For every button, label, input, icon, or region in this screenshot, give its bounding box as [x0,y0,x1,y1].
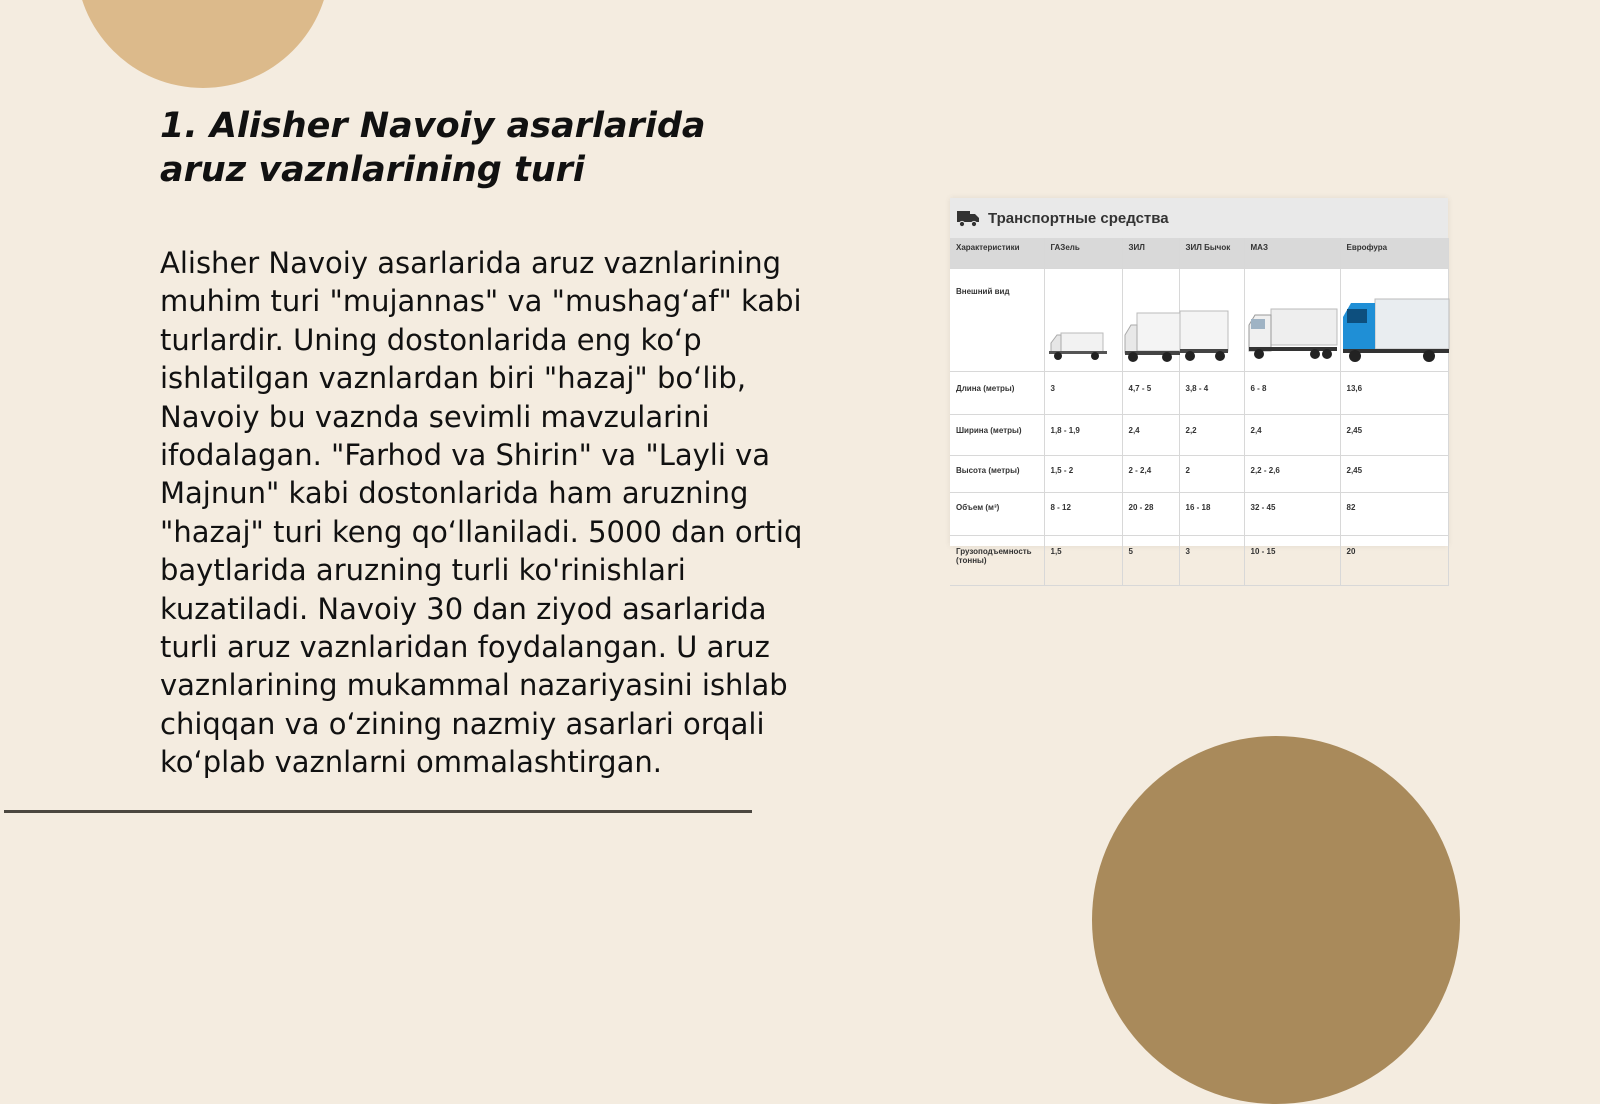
table-cell-photo [1179,269,1244,372]
transport-table-header [950,198,1448,238]
table-cell-label: Длина (метры) [950,372,1044,415]
table-cell-photo [1244,269,1340,372]
table-header-cell: ЗИЛ [1122,238,1179,269]
table-row [950,269,1448,372]
table-cell: 2 [1179,456,1244,493]
table-cell-label: Объем (м³) [950,493,1044,536]
table-header-cell: МАЗ [1244,238,1340,269]
transport-table [950,238,1449,586]
semi-truck-image [1245,301,1341,365]
truck-image [1180,301,1245,365]
van-small-image [1045,305,1123,365]
table-cell: 5 [1122,536,1179,586]
truck-icon [956,208,980,228]
transport-table-title: Транспортные средства [988,209,1169,227]
table-cell: 2,2 - 2,6 [1244,456,1340,493]
table-cell: 4,7 - 5 [1122,372,1179,415]
decor-circle-bottom [1092,736,1460,1104]
table-cell: 20 [1340,536,1448,586]
table-cell: 3,8 - 4 [1179,372,1244,415]
table-row [950,456,1448,493]
table-cell: 3 [1044,372,1122,415]
table-cell: 82 [1340,493,1448,536]
table-header-cell: Еврофура [1340,238,1448,269]
table-cell-label: Ширина (метры) [950,415,1044,456]
table-cell: 2 - 2,4 [1122,456,1179,493]
table-cell: 2,4 [1122,415,1179,456]
table-header-cell: ГАЗель [1044,238,1122,269]
table-cell: 1,8 - 1,9 [1044,415,1122,456]
table-row [950,493,1448,536]
table-cell: 8 - 12 [1044,493,1122,536]
table-cell-label: Внешний вид [950,269,1044,372]
divider-line [4,810,752,813]
table-cell: 32 - 45 [1244,493,1340,536]
table-cell: 3 [1179,536,1244,586]
table-cell-label: Высота (метры) [950,456,1044,493]
table-cell: 2,45 [1340,415,1448,456]
table-row [950,536,1448,586]
table-cell: 2,45 [1340,456,1448,493]
table-cell: 10 - 15 [1244,536,1340,586]
decor-circle-top [76,0,330,88]
table-cell: 6 - 8 [1244,372,1340,415]
slide-body-text: Alisher Navoiy asarlarida aruz vaznlarining muhim turi "mujannas" va "mushag‘af" kabi turlardir. Uning dostonlarida eng ko‘p ishlatilgan vaznlardan biri "hazaj" bo‘lib, Navoiy bu vaznda sevimli mavzularini ifodalagan. "Farhod va Shirin" va "Layli va Majnun" kabi dostonlarida ham aruzning "hazaj" turi keng qo‘llaniladi. 5000 dan ortiq baytlarida aruzning turli ko'rinishlari kuzatiladi. Navoiy 30 dan ziyod asarlarida turli aruz vaznlaridan foydalangan. U aruz vaznlarining mukammal nazariyasini ishlab chiqqan va o‘zining nazmiy asarlari orqali ko‘plab vaznlarni ommalashtirgan. [160,246,803,780]
table-cell: 1,5 - 2 [1044,456,1122,493]
table-cell: 2,2 [1179,415,1244,456]
slide-title: 1. Alisher Navoiy asarlarida aruz vaznlarining turi [160,106,706,190]
table-row [950,372,1448,415]
table-header-cell: Характеристики [950,238,1044,269]
table-cell-label: Грузоподъемность (тонны) [950,536,1044,586]
eurotruck-image [1341,295,1449,365]
table-cell: 1,5 [1044,536,1122,586]
table-row [950,415,1448,456]
table-header-cell: ЗИЛ Бычок [1179,238,1244,269]
table-cell: 13,6 [1340,372,1448,415]
table-cell: 20 - 28 [1122,493,1179,536]
table-cell-photo [1122,269,1179,372]
transport-table-image [950,198,1448,565]
table-cell-photo [1340,269,1448,372]
table-cell: 16 - 18 [1179,493,1244,536]
box-truck-image [1123,301,1180,365]
table-cell: 2,4 [1244,415,1340,456]
table-cell-photo [1044,269,1122,372]
